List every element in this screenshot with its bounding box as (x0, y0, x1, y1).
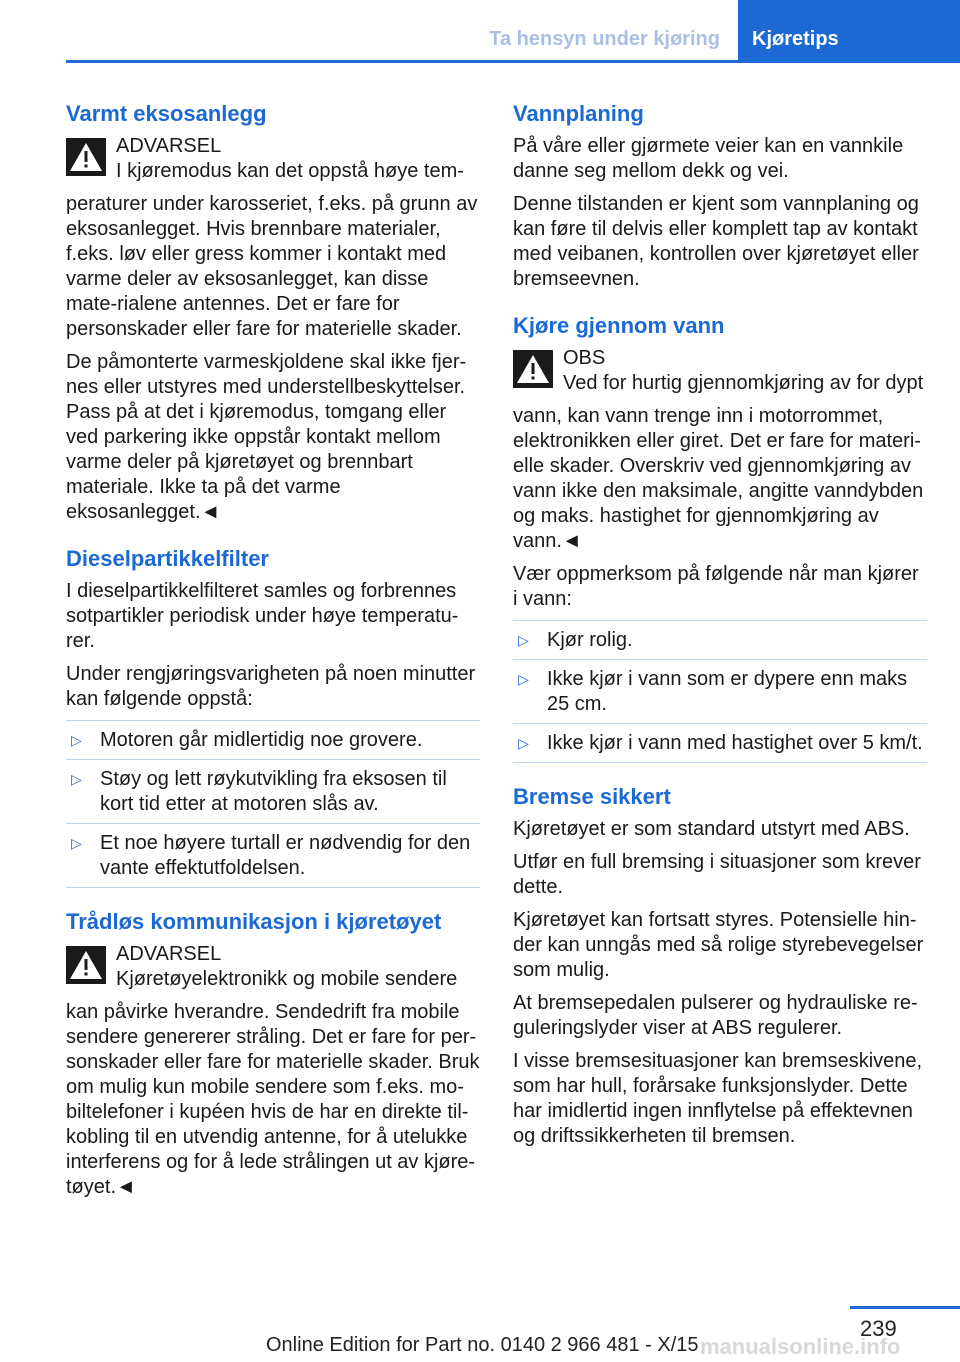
triangle-bullet-icon: ▷ (71, 835, 82, 851)
list-item-text: Ikke kjør i vann som er dypere enn maks 25 cm. (547, 668, 908, 715)
list-item (66, 720, 480, 760)
heading-bremse-sikkert: Bremse sikkert (513, 784, 671, 809)
left-column (66, 100, 480, 1208)
warning-text: kan påvirke hverandre. Sendedrift fra mobile sendere genererer stråling. Det er fare for per-sonskader eller fare for materielle skader. Bruk om mulig kun mobile sendere som f.eks. mo-biltelefoner i kupéen hvis de har en direkte til-kobling til en utvendig antenne, for å utelukke interferens og for å lede strålingen ut av kjøre-tøyet.◄ (66, 1001, 480, 1198)
paragraph: Utfør en full bremsing i situasjoner som krever dette. (513, 851, 921, 898)
list-item-text: Motoren går midlertidig noe grovere. (100, 729, 423, 751)
warning-triangle-icon (66, 946, 106, 984)
bullet-list (66, 720, 480, 888)
list-item-text: Støy og lett røykutvikling fra eksosen til kort tid etter at motoren slås av. (100, 768, 447, 815)
header-rule (66, 60, 960, 63)
paragraph: Kjøretøyet er som standard utstyrt med ABS. (513, 818, 910, 840)
warning-text: vann, kan vann trenge inn i motorrommet, elektronikken eller giret. Det er fare for materi-elle skader. Overskriv ved gjennomkjøring av vann ikke den maksimale, angitte vanndybden og maks. hastighet for gjennomkjøring av vann.◄ (513, 405, 924, 552)
heading-varmt-eksosanlegg: Varmt eksosanlegg (66, 101, 267, 126)
warning-label: ADVARSEL (116, 943, 222, 965)
list-item (66, 824, 480, 888)
page-number: 239 (860, 1316, 897, 1341)
list-item (513, 724, 927, 763)
section-title: Ta hensyn under kjøring (489, 28, 720, 50)
paragraph: At bremsepedalen pulserer og hydrauliske re-guleringslyder viser at ABS regulerer. (513, 992, 918, 1039)
list-item (513, 660, 927, 724)
warning-triangle-icon (513, 350, 553, 388)
heading-vannplaning: Vannplaning (513, 101, 644, 126)
footer-rule (850, 1306, 960, 1309)
triangle-bullet-icon: ▷ (518, 735, 529, 751)
triangle-bullet-icon: ▷ (518, 671, 529, 687)
list-item (66, 760, 480, 824)
warning-first-line: Kjøretøyelektronikk og mobile sendere (116, 968, 458, 990)
warning-triangle-icon (66, 138, 106, 176)
watermark: manualsonline.info (700, 1334, 901, 1359)
triangle-bullet-icon: ▷ (71, 771, 82, 787)
heading-tradlos-kommunikasjon: Trådløs kommunikasjon i kjøretøyet (66, 909, 442, 934)
warning-label: OBS (563, 347, 606, 369)
edition-text: Online Edition for Part no. 0140 2 966 481 - X/15 (266, 1334, 699, 1356)
warning-first-line: Ved for hurtig gjennomkjøring av for dypt (563, 372, 924, 394)
paragraph: Kjøretøyet kan fortsatt styres. Potensielle hin-der kan unngås med så rolige styrebevegelser som mulig. (513, 909, 924, 981)
warning-block-water (513, 346, 927, 554)
paragraph: Under rengjøringsvarigheten på noen minutter kan følgende oppstå: (66, 663, 476, 710)
list-item-text: Ikke kjør i vann med hastighet over 5 km/t. (547, 732, 923, 754)
paragraph: På våre eller gjørmete veier kan en vannkile danne seg mellom dekk og vei. (513, 135, 904, 182)
paragraph: Denne tilstanden er kjent som vannplaning og kan føre til delvis eller komplett tap av kontakt med veibanen, kontrollen over kjøretøyet eller bremseevnen. (513, 193, 919, 290)
paragraph: I visse bremsesituasjoner kan bremseskivene, som har hull, forårsake funksjonslyder. Dette har imidlertid ingen innflytelse på effektevnen og driftssikkerheten til bremsen. (513, 1050, 923, 1147)
triangle-bullet-icon: ▷ (71, 732, 82, 748)
list-item-text: Et noe høyere turtall er nødvendig for den vante effektutfoldelsen. (100, 832, 471, 879)
right-column (513, 100, 927, 1157)
list-item-text: Kjør rolig. (547, 629, 633, 651)
bullet-list (513, 620, 927, 763)
tab-kjoretips[interactable]: Kjøretips (738, 0, 960, 60)
warning-text: peraturer under karosseriet, f.eks. på grunn av eksosanlegget. Hvis brennbare materialer, f.eks. løv eller gress kommer i kontakt med varme deler av eksosanlegget, kan disse mate-rialene antennes. Det er fare for personskader eller fare for materielle skader. (66, 193, 478, 340)
page-header (0, 0, 960, 62)
paragraph: I dieselpartikkelfilteret samles og forbrennes sotpartikler periodisk under høye temperatu-rer. (66, 580, 459, 652)
warning-block-exhaust (66, 134, 480, 342)
warning-first-line: I kjøremodus kan det oppstå høye tem- (116, 160, 464, 182)
warning-label: ADVARSEL (116, 135, 222, 157)
paragraph: Vær oppmerksom på følgende når man kjører i vann: (513, 563, 919, 610)
warning-block-wireless (66, 942, 480, 1200)
list-item (513, 620, 927, 660)
heading-kjore-gjennom-vann: Kjøre gjennom vann (513, 313, 725, 338)
triangle-bullet-icon: ▷ (518, 632, 529, 648)
heading-dieselpartikkelfilter: Dieselpartikkelfilter (66, 546, 269, 571)
paragraph: De påmonterte varmeskjoldene skal ikke fjer-nes eller utstyres med understellbeskyttelser. Pass på at det i kjøremodus, tomgang eller ved parkering ikke oppstår kontakt mellom varme deler på kjøretøyet og brennbart materiale. Ikke ta på det varme eksosanlegget.◄ (66, 351, 467, 523)
